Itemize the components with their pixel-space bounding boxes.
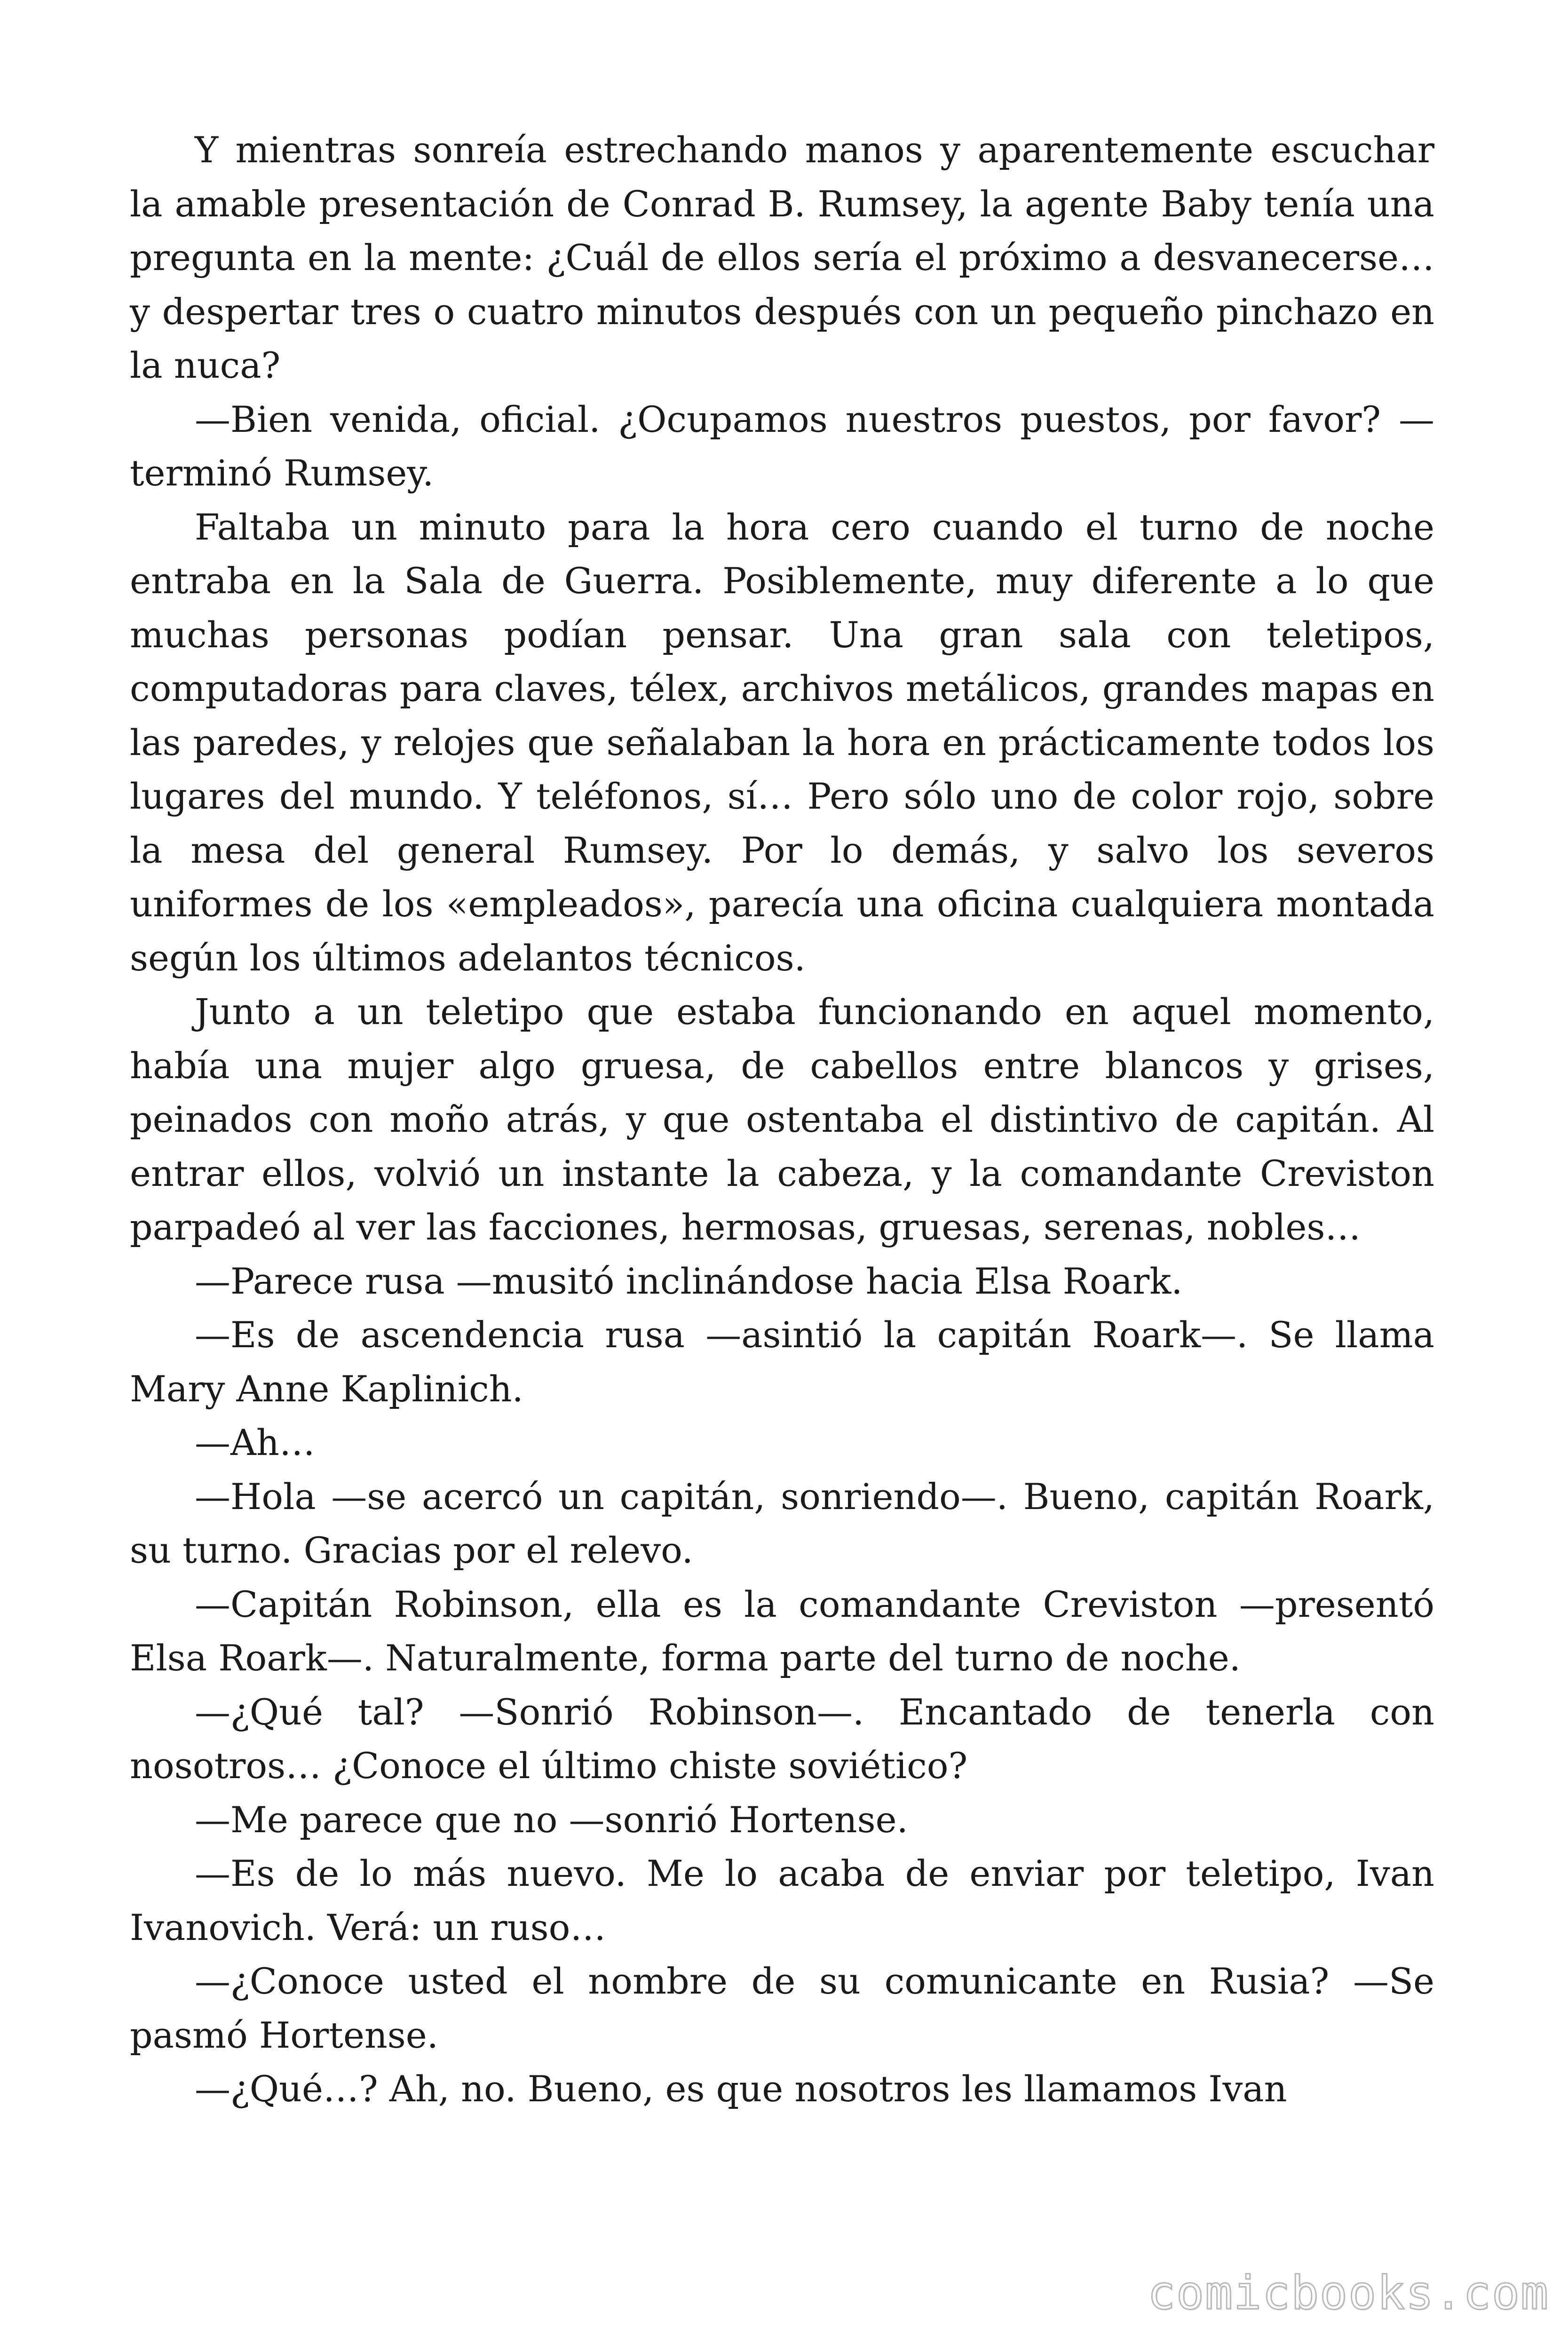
paragraph: —Parece rusa —musitó inclinándose hacia Elsa Roark. [195,1260,1183,1302]
paragraph: —Me parece que no —sonrió Hortense. [195,1798,908,1841]
paragraph: —Bien venida, oficial. ¿Ocupamos nuestros puestos, por favor? —terminó Rumsey. [130,398,1434,494]
paragraph: —¿Qué…? Ah, no. Bueno, es que nosotros les llamamos Ivan [195,2068,1287,2110]
paragraph: —Capitán Robinson, ella es la comandante Creviston —presentó Elsa Roark—. Naturalmente, forma parte del turno de noche. [130,1583,1434,1679]
body-text [130,123,1434,2116]
paragraph: —Hola —se acercó un capitán, sonriendo—. Bueno, capitán Roark, su turno. Gracias por el relevo. [130,1475,1434,1571]
paragraph: —¿Conoce usted el nombre de su comunicante en Rusia? —Se pasmó Hortense. [130,1960,1434,2056]
paragraph: —Ah… [195,1422,315,1463]
paragraph: —Es de ascendencia rusa —asintió la capitán Roark—. Se llama Mary Anne Kaplinich. [130,1314,1434,1410]
paragraph: —Es de lo más nuevo. Me lo acaba de enviar por teletipo, Ivan Ivanovich. Verá: un ruso… [130,1852,1434,1948]
paragraph: —¿Qué tal? —Sonrió Robinson—. Encantado de tenerla con nosotros… ¿Conoce el último chiste soviético? [130,1691,1434,1787]
watermark-text: comicbooks.com [1148,2266,1550,2320]
paragraph: Junto a un teletipo que estaba funcionando en aquel momento, había una mujer algo gruesa, de cabellos entre blancos y grises, peinados con moño atrás, y que ostentaba el distintivo de capitán. Al entrar ellos, volvió un instante la cabeza, y la comandante Creviston parpadeó al ver las facciones, hermosas, gruesas, serenas, nobles… [130,991,1434,1248]
paragraph: Y mientras sonreía estrechando manos y aparentemente escuchar la amable presentación de Conrad B. Rumsey, la agente Baby tenía una pregunta en la mente: ¿Cuál de ellos sería el próximo a desvanecerse… y despertar tres o cuatro minutos después con un pequeño pinchazo en la nuca? [130,129,1434,386]
paragraph: Faltaba un minuto para la hora cero cuando el turno de noche entraba en la Sala de Guerra. Posiblemente, muy diferente a lo que muchas personas podían pensar. Una gran sala con teletipos, computadoras para claves, télex, archivos metálicos, grandes mapas en las paredes, y relojes que señalaban la hora en prácticamente todos los lugares del mundo. Y teléfonos, sí… Pero sólo uno de color rojo, sobre la mesa del general Rumsey. Por lo demás, y salvo los severos uniformes de los «empleados», parecía una oficina cualquiera montada según los últimos adelantos técnicos. [130,506,1434,979]
